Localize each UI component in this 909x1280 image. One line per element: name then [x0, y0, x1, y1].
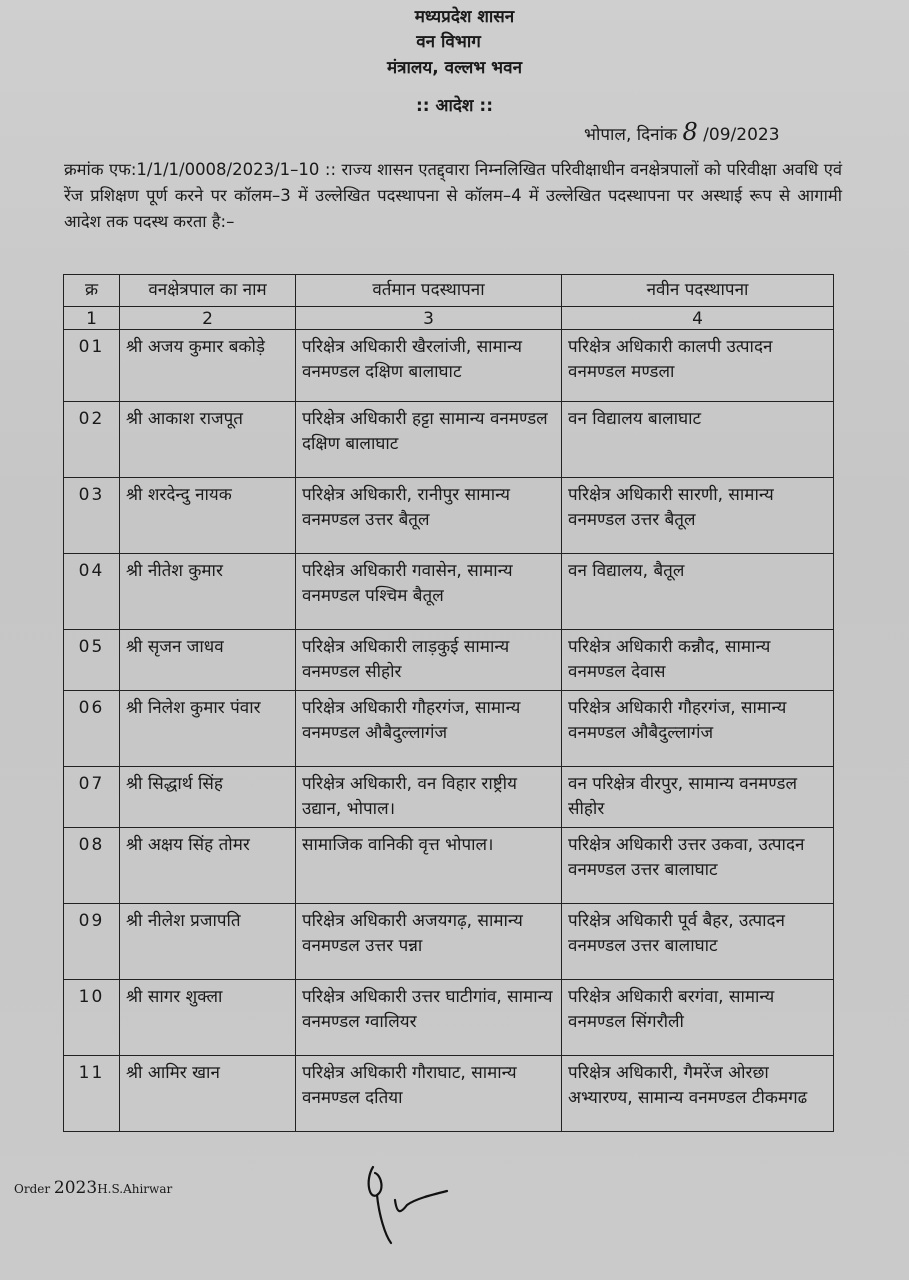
footer-prefix: Order: [14, 1182, 54, 1196]
order-paragraph: क्रमांक एफ:1/1/1/0008/2023/1–10 :: राज्य शासन एतद्द्वारा निम्नलिखित परिवीक्षाधीन वनक्षेत्रपालों को परिवीक्षा अवधि एवं रेंज प्रशिक्षण पूर्ण करने पर कॉलम–3 में उल्लेखित पदस्थापना से कॉलम–4 में उल्लेखित पदस्थापना पर अस्थाई रूप से आगामी आदेश तक पदस्थ करता है:–: [64, 160, 842, 231]
col-number: 1: [64, 307, 120, 330]
department-heading: वन विभाग: [416, 32, 481, 52]
col-number: 2: [120, 307, 296, 330]
table-row: [64, 554, 834, 630]
name-cell: श्री अजय कुमार बकोड़े: [120, 330, 296, 402]
serial-cell: 06: [64, 691, 120, 767]
serial-cell: 02: [64, 402, 120, 478]
name-cell: श्री आमिर खान: [120, 1056, 296, 1132]
footer-author: H.S.Ahirwar: [97, 1182, 173, 1196]
date-prefix: भोपाल, दिनांक: [584, 125, 678, 145]
table-row: [64, 691, 834, 767]
serial-cell: 11: [64, 1056, 120, 1132]
name-cell: श्री नीलेश प्रजापति: [120, 904, 296, 980]
serial-cell: 01: [64, 330, 120, 402]
new-posting-cell: परिक्षेत्र अधिकारी, गैमरेंज ओरछा अभ्यारण्य, सामान्य वनमण्डल टीकमगढ: [562, 1056, 834, 1132]
new-posting-cell: परिक्षेत्र अधिकारी बरगंवा, सामान्य वनमण्डल सिंगरौली: [562, 980, 834, 1056]
date-day-handwritten: 8: [682, 118, 698, 146]
name-cell: श्री सृजन जाधव: [120, 630, 296, 691]
name-cell: श्री निलेश कुमार पंवार: [120, 691, 296, 767]
order-footer-note: [14, 1178, 172, 1198]
current-posting-cell: परिक्षेत्र अधिकारी हट्टा सामान्य वनमण्डल दक्षिण बालाघाट: [296, 402, 562, 478]
current-posting-cell: परिक्षेत्र अधिकारी गौराघाट, सामान्य वनमण्डल दतिया: [296, 1056, 562, 1132]
new-posting-cell: परिक्षेत्र अधिकारी गौहरगंज, सामान्य वनमण्डल औबैदुल्लागंज: [562, 691, 834, 767]
name-cell: श्री आकाश राजपूत: [120, 402, 296, 478]
new-posting-cell: परिक्षेत्र अधिकारी कन्नौद, सामान्य वनमण्डल देवास: [562, 630, 834, 691]
serial-cell: 07: [64, 767, 120, 828]
table-row: [64, 1056, 834, 1132]
serial-cell: 05: [64, 630, 120, 691]
dateline: [584, 118, 780, 146]
name-cell: श्री सागर शुक्ला: [120, 980, 296, 1056]
ministry-heading: मंत्रालय, वल्लभ भवन: [386, 58, 523, 78]
table-header-row: [64, 275, 834, 307]
new-posting-cell: वन विद्यालय बालाघाट: [562, 402, 834, 478]
handwritten-signature: [355, 1155, 465, 1255]
new-posting-cell: परिक्षेत्र अधिकारी सारणी, सामान्य वनमण्डल उत्तर बैतूल: [562, 478, 834, 554]
serial-cell: 09: [64, 904, 120, 980]
table-row: [64, 980, 834, 1056]
table-row: [64, 828, 834, 904]
col-number: 4: [562, 307, 834, 330]
header-serial: क्र: [64, 275, 120, 307]
footer-year: 2023: [53, 1178, 98, 1198]
name-cell: श्री नीतेश कुमार: [120, 554, 296, 630]
name-cell: श्री शरदेन्दु नायक: [120, 478, 296, 554]
header-current-posting: वर्तमान पदस्थापना: [296, 275, 562, 307]
new-posting-cell: परिक्षेत्र अधिकारी उत्तर उकवा, उत्पादन वनमण्डल उत्तर बालाघाट: [562, 828, 834, 904]
serial-cell: 10: [64, 980, 120, 1056]
name-cell: श्री अक्षय सिंह तोमर: [120, 828, 296, 904]
table-body: [64, 330, 834, 1132]
current-posting-cell: परिक्षेत्र अधिकारी गौहरगंज, सामान्य वनमण्डल औबैदुल्लागंज: [296, 691, 562, 767]
table-row: [64, 630, 834, 691]
new-posting-cell: परिक्षेत्र अधिकारी कालपी उत्पादन वनमण्डल मण्डला: [562, 330, 834, 402]
date-month-year: /09/2023: [697, 125, 780, 145]
current-posting-cell: परिक्षेत्र अधिकारी गवासेन, सामान्य वनमण्डल पश्चिम बैतूल: [296, 554, 562, 630]
serial-cell: 04: [64, 554, 120, 630]
serial-cell: 08: [64, 828, 120, 904]
table-row: [64, 904, 834, 980]
header-new-posting: नवीन पदस्थापना: [562, 275, 834, 307]
name-cell: श्री सिद्धार्थ सिंह: [120, 767, 296, 828]
table-row: [64, 478, 834, 554]
table-row: [64, 767, 834, 828]
header-name: वनक्षेत्रपाल का नाम: [120, 275, 296, 307]
posting-table: [63, 274, 834, 1132]
new-posting-cell: वन परिक्षेत्र वीरपुर, सामान्य वनमण्डल सीहोर: [562, 767, 834, 828]
current-posting-cell: परिक्षेत्र अधिकारी लाड़कुई सामान्य वनमण्डल सीहोर: [296, 630, 562, 691]
current-posting-cell: सामाजिक वानिकी वृत्त भोपाल।: [296, 828, 562, 904]
current-posting-cell: परिक्षेत्र अधिकारी, वन विहार राष्ट्रीय उद्यान, भोपाल।: [296, 767, 562, 828]
current-posting-cell: परिक्षेत्र अधिकारी अजयगढ़, सामान्य वनमण्डल उत्तर पन्ना: [296, 904, 562, 980]
serial-cell: 03: [64, 478, 120, 554]
current-posting-cell: परिक्षेत्र अधिकारी खैरलांजी, सामान्य वनमण्डल दक्षिण बालाघाट: [296, 330, 562, 402]
column-number-row: [64, 307, 834, 330]
current-posting-cell: परिक्षेत्र अधिकारी उत्तर घाटीगांव, सामान्य वनमण्डल ग्वालियर: [296, 980, 562, 1056]
table-row: [64, 330, 834, 402]
govt-heading: मध्यप्रदेश शासन: [414, 7, 515, 27]
table-row: [64, 402, 834, 478]
current-posting-cell: परिक्षेत्र अधिकारी, रानीपुर सामान्य वनमण्डल उत्तर बैतूल: [296, 478, 562, 554]
new-posting-cell: वन विद्यालय, बैतूल: [562, 554, 834, 630]
order-title: :: आदेश ::: [416, 96, 493, 116]
col-number: 3: [296, 307, 562, 330]
new-posting-cell: परिक्षेत्र अधिकारी पूर्व बैहर, उत्पादन वनमण्डल उत्तर बालाघाट: [562, 904, 834, 980]
